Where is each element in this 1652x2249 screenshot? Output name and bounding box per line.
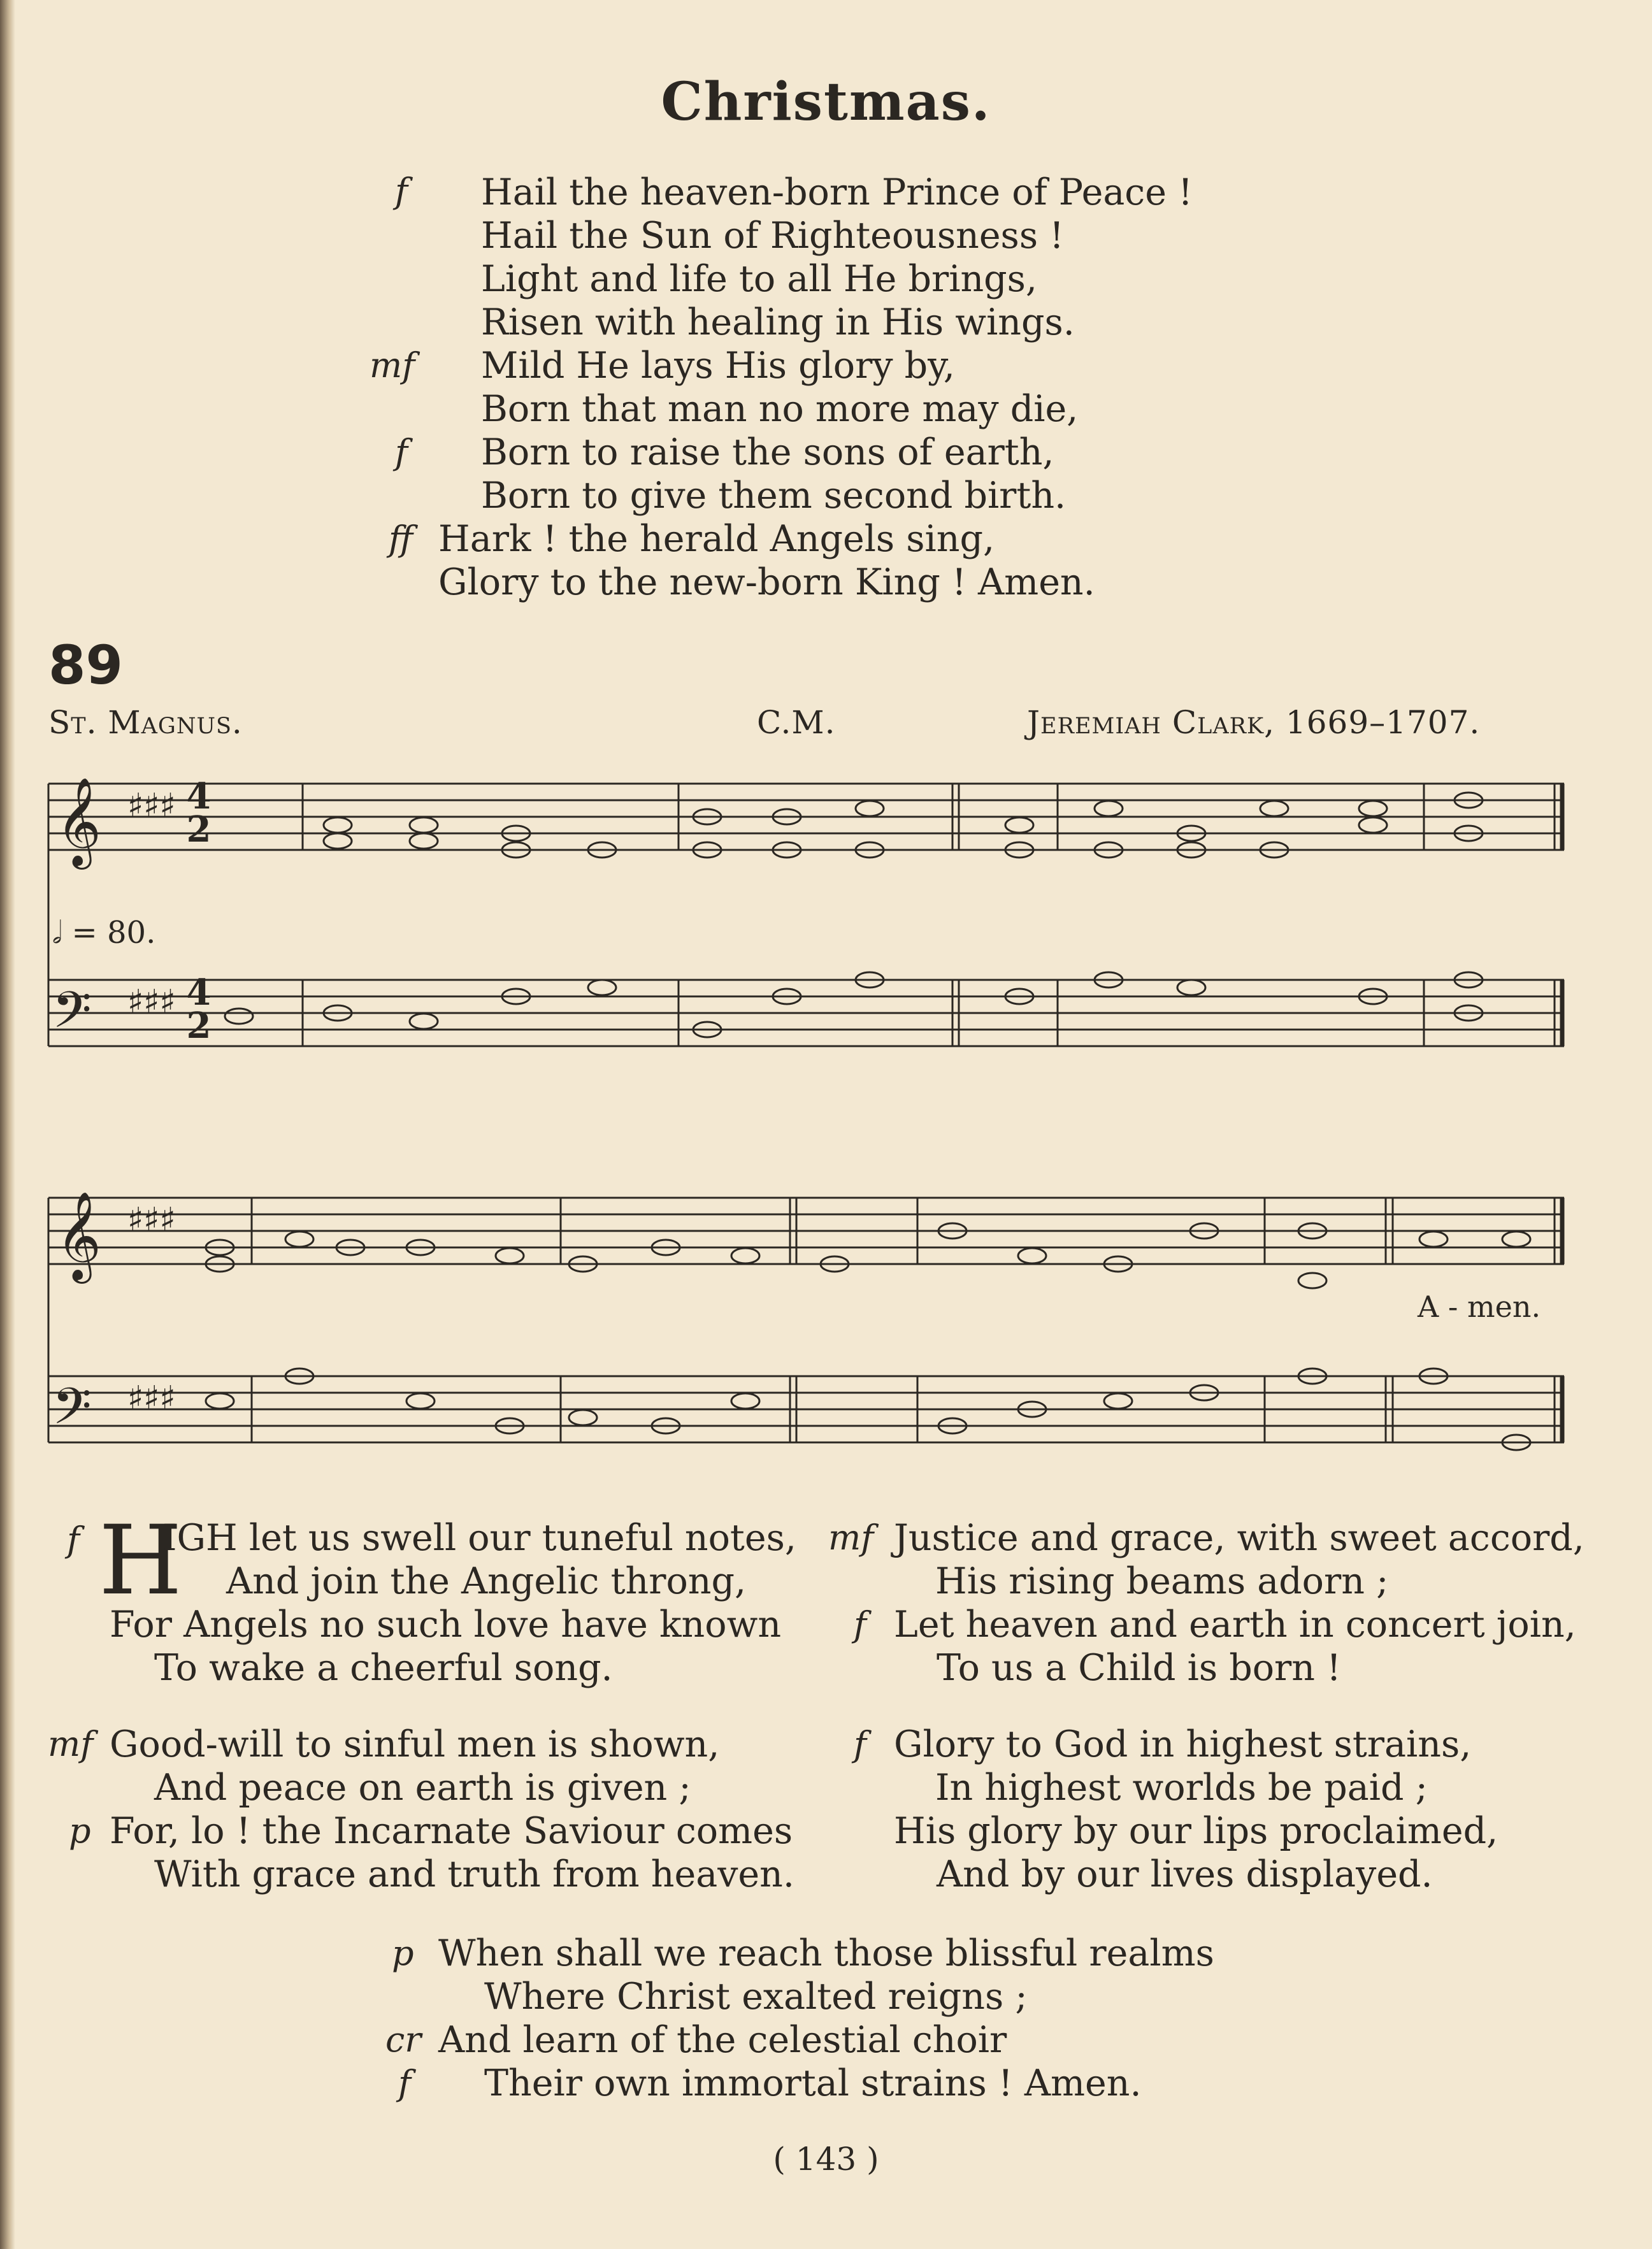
verse-line: Hail the Sun of Righteousness ! [481,215,1065,257]
barlines-2 [252,1198,1562,1442]
verse-line: Born to give them second birth. [481,475,1067,517]
verse-line: And peace on earth is given ; [154,1767,691,1809]
verse-line: And learn of the celestial choir [438,2019,1007,2061]
bass-clef-icon: 𝄢 [52,981,92,1052]
dynamic-marking: mf [48,1724,94,1764]
dynamic-marking: mf [828,1518,874,1558]
verse-line: Mild He lays His glory by, [481,345,955,387]
key-sharps: ♯♯♯ [127,786,176,825]
dynamic-marking: p [392,1933,414,1973]
dynamic-marking: f [854,1724,866,1764]
dynamic-marking: f [854,1604,866,1644]
staff-bass-2 [48,1376,1564,1442]
page-title: Christmas. [661,71,991,133]
verse-line: When shall we reach those blissful realms [438,1932,1214,1974]
treble-clef-icon: 𝄞 [56,1191,101,1280]
verse-line: Glory to the new-born King ! Amen. [438,561,1095,603]
dynamic-marking: mf [370,345,415,385]
page-number: ( 143 ) [773,2141,879,2178]
verse-line: Born to raise the sons of earth, [481,431,1054,473]
dynamic-marking: cr [385,2020,422,2060]
tempo-marking: 𝅗𝅥 = 80. [52,915,156,951]
treble-clef-icon: 𝄞 [56,777,101,866]
staff-bass-1 [48,980,1564,1046]
notes-system-2 [206,1223,1530,1450]
verse-line: Their own immortal strains ! Amen. [484,2062,1142,2104]
dynamic-marking: f [398,2063,411,2103]
drop-cap: H [99,1505,182,1616]
staff-treble-2 [48,1198,1564,1264]
hymn-number: 89 [48,634,123,696]
verse-line: Justice and grace, with sweet accord, [894,1517,1584,1559]
verse-line: Hail the heaven-born Prince of Peace ! [481,171,1193,213]
verse-line: In highest worlds be paid ; [935,1767,1428,1809]
verse-line: Glory to God in highest strains, [894,1723,1472,1765]
time-signature-treble: 4 2 [186,775,212,851]
dynamic-marking: f [67,1520,80,1560]
verse-line: With grace and truth from heaven. [154,1853,794,1895]
dynamic-marking: p [69,1811,91,1851]
composer: Jeremiah Clark, 1669–1707. [1027,704,1481,741]
verse-line: Where Christ exalted reigns ; [484,1976,1028,2018]
dynamic-marking: f [395,432,408,472]
verse-line: To us a Child is born ! [937,1647,1341,1689]
verse-line: Born that man no more may die, [481,388,1079,430]
amen-lyric: A - men. [1418,1290,1541,1324]
verse-line: And join the Angelic throng, [226,1560,747,1602]
bass-clef-icon: 𝄢 [52,1377,92,1448]
tune-name: St. Magnus. [48,704,243,741]
barlines-1 [303,784,1562,1046]
verse-line: His rising beams adorn ; [935,1560,1389,1602]
verse-line: Light and life to all He brings, [481,258,1038,300]
key-sharps: ♯♯♯ [127,1379,176,1418]
verse-line: To wake a cheerful song. [154,1647,613,1689]
key-sharps: ♯♯♯ [127,1200,176,1239]
verse-line: Good-will to sinful men is shown, [110,1723,720,1765]
staff-treble-1 [48,784,1564,850]
verse-line: His glory by our lips proclaimed, [894,1810,1498,1852]
meter: C.M. [757,704,836,741]
verse-line: Hark ! the herald Angels sing, [438,518,995,560]
dynamic-marking: ff [389,519,413,559]
key-sharps: ♯♯♯ [127,982,176,1021]
verse-line: Risen with healing in His wings. [481,301,1075,343]
verse-line: For, lo ! the Incarnate Saviour comes [110,1810,793,1852]
verse-line: And by our lives displayed. [937,1853,1433,1895]
verse-line: IGH let us swell our tuneful notes, [162,1517,796,1559]
notes-system-1 [225,793,1483,1037]
verse-line: For Angels no such love have known [110,1604,782,1646]
dynamic-marking: f [395,171,408,211]
time-signature-bass: 4 2 [186,972,212,1047]
verse-line: Let heaven and earth in concert join, [894,1604,1576,1646]
